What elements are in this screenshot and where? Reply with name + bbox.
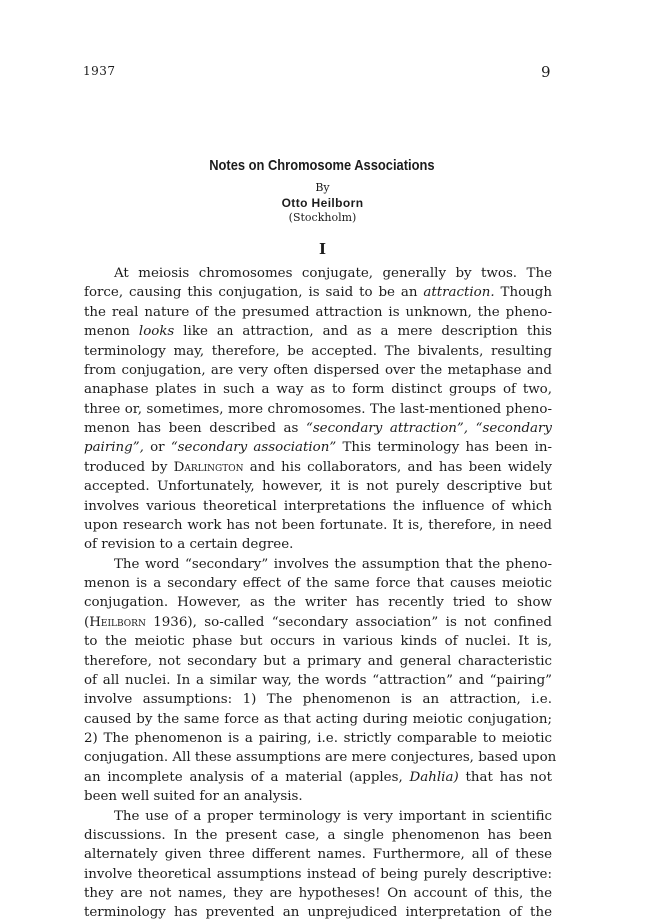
text-line: of revision to a certain degree. — [84, 537, 294, 553]
text-line: to the meiotic phase but occurs in various kinds of nuclei. It is, — [84, 634, 552, 650]
body-text — [84, 264, 557, 923]
year-header: 1937 — [83, 64, 116, 78]
text-line: alternately given three different names. Furthermore, all of these — [84, 847, 552, 863]
text-line: terminology has prevented an unprejudiced interpretation of the — [84, 905, 552, 921]
text-line: At meiosis chromosomes conjugate, generally by twos. The — [114, 266, 552, 281]
text-line: accepted. Unfortunately, however, it is not purely descriptive but — [84, 479, 552, 495]
section-heading: I — [318, 240, 327, 258]
text-line: from conjugation, are very often dispersed over the metaphase and — [84, 362, 552, 378]
page-number: 9 — [541, 63, 551, 81]
byline: By — [315, 181, 330, 194]
text-line: menon has been described as “secondary attraction”, “secondary — [84, 421, 552, 436]
author-affiliation: (Stockholm) — [288, 211, 357, 224]
text-line: conjugation. All these assumptions are mere conjectures, based upon — [84, 750, 557, 766]
text-line: caused by the same force as that acting during meiotic conjugation; — [84, 711, 552, 727]
text-line: 2) The phenomenon is a pairing, i.e. strictly comparable to meiotic — [84, 731, 552, 746]
text-line: The use of a proper terminology is very important in scientific — [114, 808, 552, 824]
text-line: The word “secondary” involves the assumption that the pheno- — [114, 556, 552, 572]
text-line: menon is a secondary effect of the same force that causes meiotic — [84, 576, 552, 591]
text-line: three or, sometimes, more chromosomes. The last-mentioned pheno- — [84, 401, 552, 417]
text-line: (Heilborn 1936), so-called “secondary association” is not confined — [84, 614, 552, 630]
text-line: involve assumptions: 1) The phenomenon is an attraction, i.e. — [84, 692, 552, 708]
text-line: they are not names, they are hypotheses! On account of this, the — [84, 886, 552, 901]
text-line: involve theoretical assumptions instead of being purely descriptive: — [84, 866, 552, 882]
article-title: Notes on Chromosome Associations — [209, 157, 435, 174]
text-line: therefore, not secondary but a primary and general characteristic — [84, 653, 552, 669]
text-line: conjugation. However, as the writer has recently tried to show — [84, 595, 552, 611]
text-line: involves various theoretical interpretations the influence of which — [84, 498, 552, 514]
text-line: been well suited for an analysis. — [84, 789, 303, 805]
text-line: an incomplete analysis of a material (apples, Dahlia) that has not — [84, 769, 552, 785]
text-line: the real nature of the presumed attraction is unknown, the pheno- — [84, 304, 552, 320]
text-line: upon research work has not been fortunate. It is, therefore, in need — [84, 517, 552, 533]
text-line: discussions. In the present case, a single phenomenon has been — [84, 827, 552, 843]
text-line: force, causing this conjugation, is said to be an attraction. Though — [84, 285, 552, 301]
text-line: anaphase plates in such a way as to form distinct groups of two, — [84, 382, 552, 398]
text-line: pairing”, or “secondary association” This terminology has been in- — [84, 440, 552, 456]
author-name: Otto Heilborn — [281, 196, 364, 210]
text-line: troduced by Darlington and his collaborators, and has been widely — [84, 459, 552, 475]
text-line: menon looks like an attraction, and as a mere description this — [84, 324, 552, 340]
text-line: of all nuclei. In a similar way, the words “attraction” and “pairing” — [84, 672, 552, 688]
text-line: terminology may, therefore, be accepted. The bivalents, resulting — [84, 343, 552, 359]
